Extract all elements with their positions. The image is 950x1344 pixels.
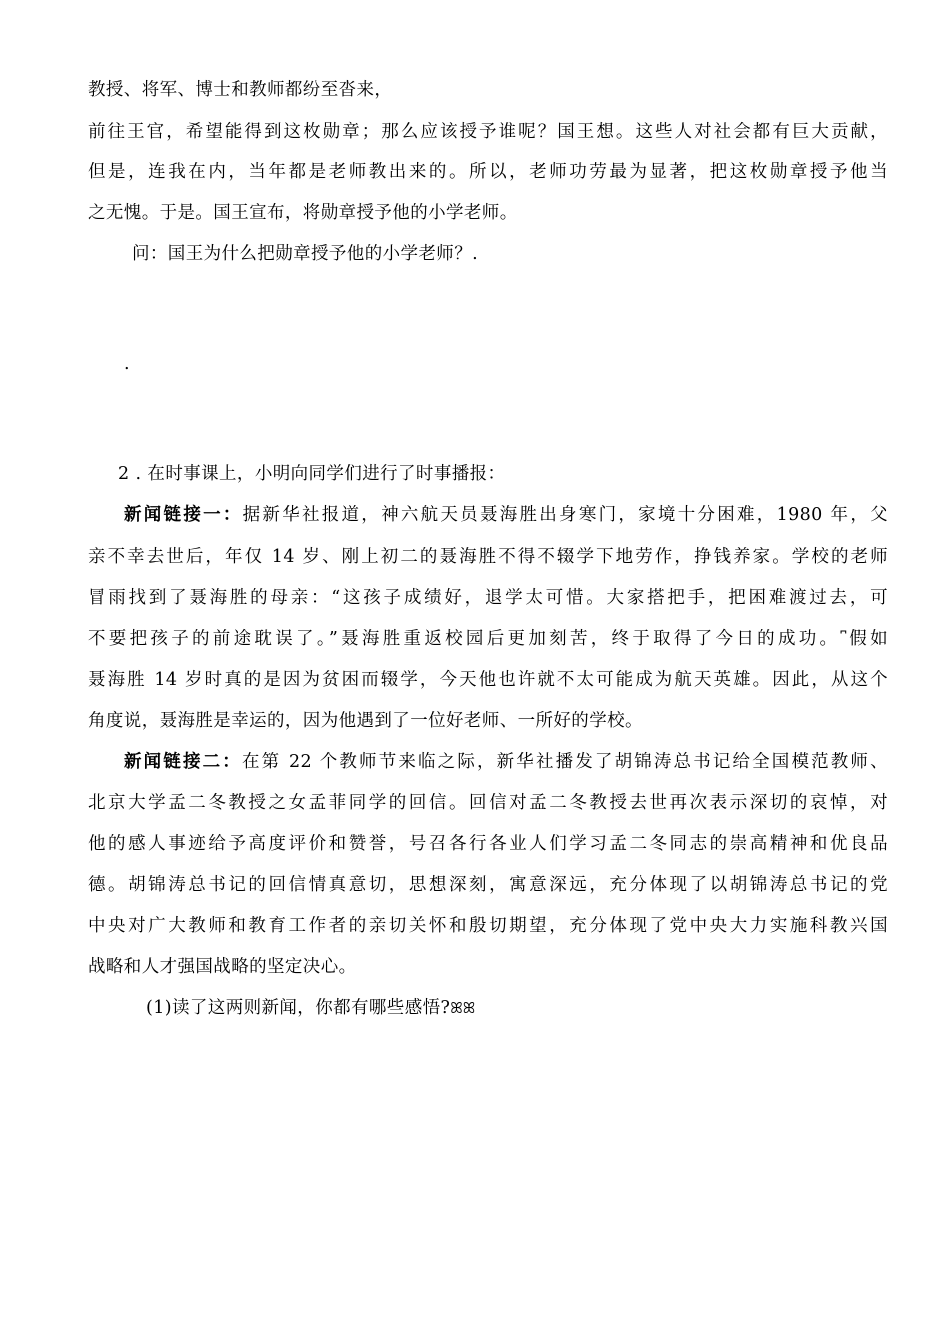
paragraph-line	[88, 627, 888, 651]
news1-text: 假如	[846, 629, 888, 649]
sub-question-text: (1)读了这两则新闻，你都有哪些感悟?	[146, 998, 451, 1018]
news1-first-line	[124, 503, 888, 527]
news1-text: 据新华社报道，神六航天员聂海胜出身寒门，家境十分困难，1980 年，父	[242, 505, 888, 525]
paragraph-line: 之无愧。于是。国王宣布，将勋章授予他的小学老师。	[88, 203, 518, 223]
bracket-glyph-icon: ⎴	[840, 630, 847, 648]
answer-mark: .	[124, 354, 130, 374]
news1-label: 新闻链接一：	[124, 505, 243, 525]
paragraph-line: 教授、将军、博士和教师都纷至沓来，	[88, 80, 393, 100]
news2-text: 在第 22 个教师节来临之际，新华社播发了胡锦涛总书记给全国模范教师、	[241, 752, 888, 772]
paragraph-line: 前往王官，希望能得到这枚勋章；那么应该授予谁呢？国王想。这些人对社会都有巨大贡献，	[88, 122, 888, 142]
paragraph-line: 中央对广大教师和教育工作者的亲切关怀和殷切期望，充分体现了党中央大力实施科教兴国	[88, 916, 888, 936]
paragraph-line: 北京大学孟二冬教授之女孟菲同学的回信。回信对孟二冬教授去世再次表示深切的哀悼，对	[88, 793, 888, 813]
paragraph-line: 战略和人才强国战略的坚定决心。	[88, 957, 357, 977]
paragraph-line: 德。胡锦涛总书记的回信情真意切，思想深刻，寓意深远，充分体现了以胡锦涛总书记的党	[88, 875, 888, 895]
paragraph-line: 他的感人事迹给予高度评价和赞誉，号召各行各业人们学习孟二冬同志的崇高精神和优良品	[88, 834, 888, 854]
paragraph-line: 角度说，聂海胜是幸运的，因为他遇到了一位好老师、一所好的学校。	[88, 711, 643, 731]
paragraph-line: 冒雨找到了聂海胜的母亲：“这孩子成绩好，退学太可惜。大家搭把手，把困难渡过去，可	[88, 588, 888, 608]
sub-question	[146, 996, 946, 1020]
news1-text: 不要把孩子的前途耽误了。”聂海胜重返校园后更加刻苦，终于取得了今日的成功。	[88, 629, 841, 649]
question-heading: 2 . 在时事课上，小明向同学们进行了时事播报：	[118, 464, 506, 484]
news2-label: 新闻链接二：	[124, 752, 242, 772]
paragraph-line: 但是，连我在内，当年都是老师教出来的。所以，老师功劳最为显著，把这枚勋章授予他当	[88, 162, 888, 182]
decorative-glyph-icon: ꕤꕤ	[450, 999, 476, 1017]
question-text: 问：国王为什么把勋章授予他的小学老师？.	[132, 244, 479, 264]
paragraph-line: 亲不幸去世后，年仅 14 岁、刚上初二的聂海胜不得不辍学下地劳作，挣钱养家。学校的老师	[88, 547, 888, 567]
paragraph-line: 聂海胜 14 岁时真的是因为贫困而辍学，今天他也许就不太可能成为航天英雄。因此，从这个	[88, 670, 888, 690]
news2-first-line	[124, 750, 888, 774]
